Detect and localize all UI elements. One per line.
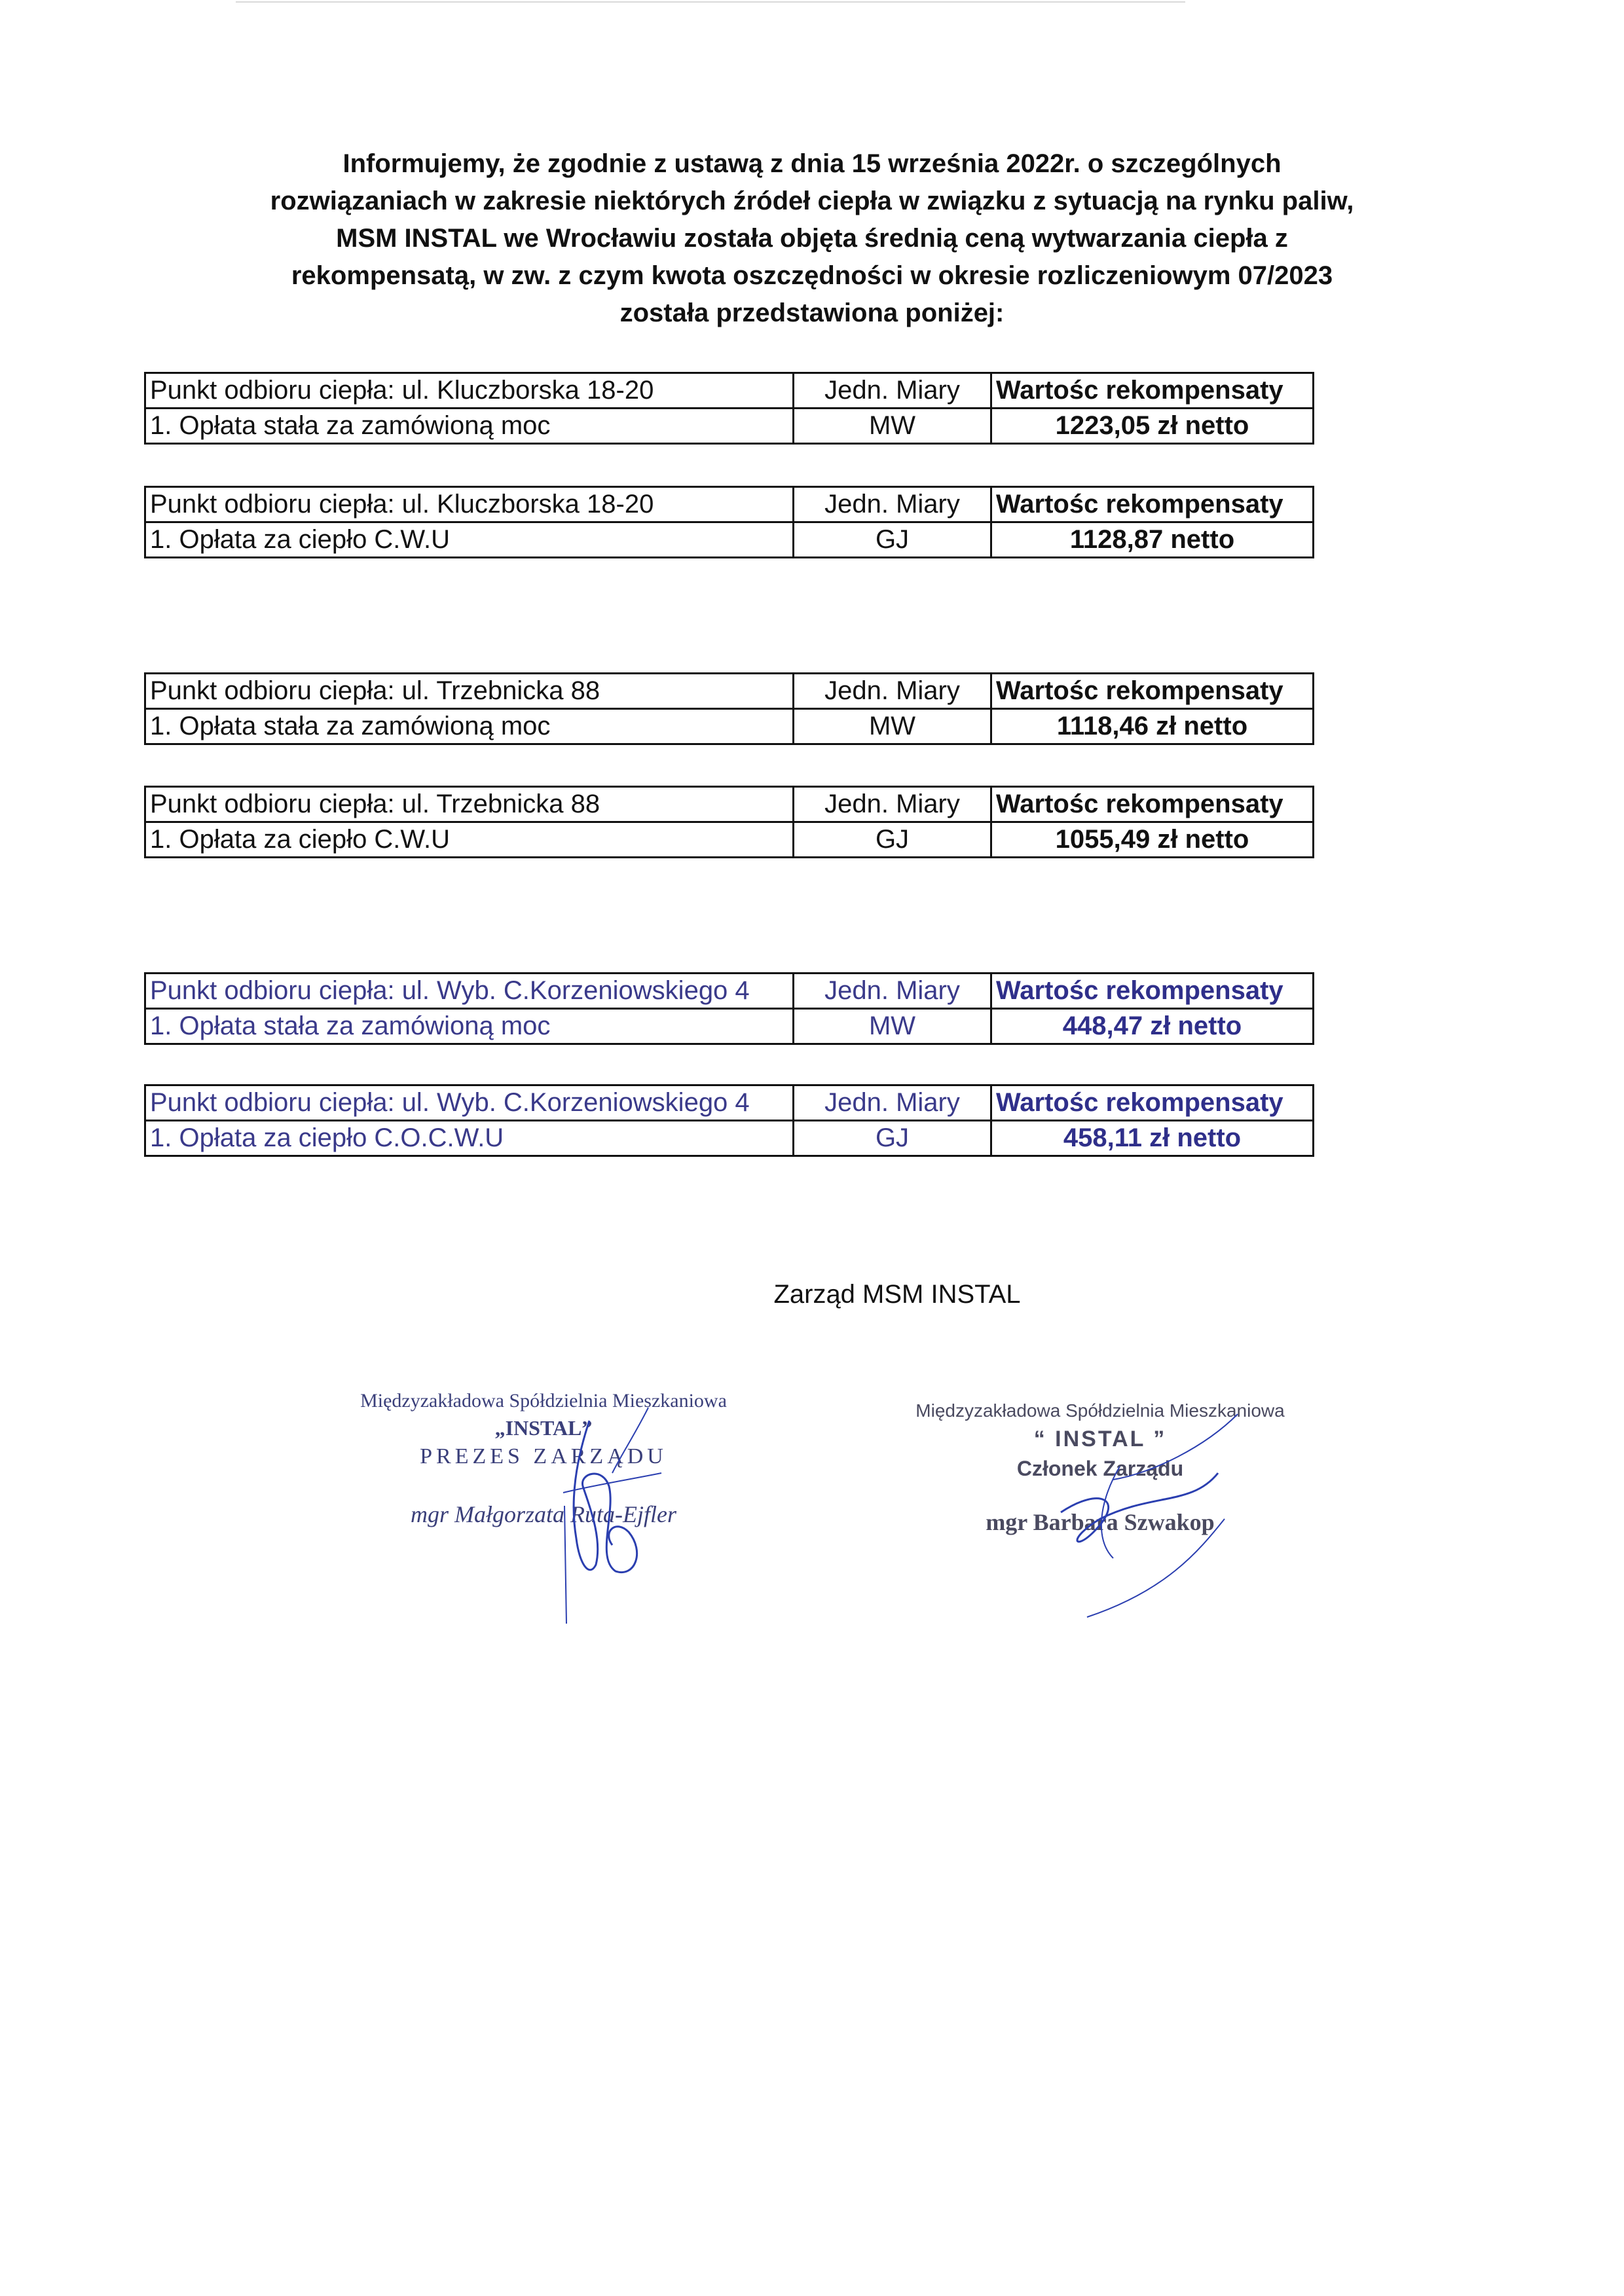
intro-paragraph	[118, 145, 1506, 332]
compensation-table-kluczborska-heat	[144, 486, 1314, 558]
table-header-row	[145, 674, 1314, 709]
intro-line: została przedstawiona poniżej:	[619, 299, 1005, 327]
table-row	[145, 522, 1314, 558]
unit-header-cell: Jedn. Miary	[794, 674, 991, 709]
compensation-table-trzebnicka-power	[144, 672, 1314, 745]
president-signature-image	[550, 1408, 681, 1624]
table-row	[145, 1009, 1314, 1044]
value-cell: 1128,87 netto	[991, 522, 1314, 558]
compensation-table-korzeniowskiego-power	[144, 972, 1314, 1045]
signature-stroke	[574, 1421, 637, 1573]
stamp-org: Międzyzakładowa Spółdzielnia Mieszkaniowa	[360, 1390, 727, 1412]
table-header-row	[145, 373, 1314, 409]
scan-edge-line	[236, 1, 1185, 3]
table-row	[145, 822, 1314, 858]
unit-cell: GJ	[794, 522, 991, 558]
fee-item-cell: 1. Opłata za ciepło C.W.U	[145, 822, 794, 858]
board-member-signature-image	[1022, 1408, 1270, 1624]
unit-cell: MW	[794, 409, 991, 444]
table-row	[145, 1121, 1314, 1156]
value-cell: 448,47 zł netto	[991, 1009, 1314, 1044]
value-header-cell: Wartośc rekompensaty	[991, 787, 1314, 822]
president-stamp	[341, 1388, 747, 1544]
heat-point-cell: Punkt odbioru ciepła: ul. Wyb. C.Korzeniowskiego 4	[145, 1085, 794, 1121]
unit-cell: GJ	[794, 1121, 991, 1156]
board-signoff: Zarząd MSM INSTAL	[773, 1280, 1021, 1309]
signature-stroke	[564, 1506, 566, 1624]
heat-point-cell: Punkt odbioru ciepła: ul. Trzebnicka 88	[145, 787, 794, 822]
table-header-row	[145, 487, 1314, 522]
value-header-cell: Wartośc rekompensaty	[991, 674, 1314, 709]
intro-line: rekompensatą, w zw. z czym kwota oszczędności w okresie rozliczeniowym 07/2023	[291, 261, 1333, 290]
heat-point-cell: Punkt odbioru ciepła: ul. Kluczborska 18-20	[145, 373, 794, 409]
fee-item-cell: 1. Opłata stała za zamówioną moc	[145, 1009, 794, 1044]
heat-point-cell: Punkt odbioru ciepła: ul. Wyb. C.Korzeniowskiego 4	[145, 974, 794, 1009]
stamp-role: PREZES ZARZĄDU	[420, 1444, 667, 1468]
unit-cell: MW	[794, 1009, 991, 1044]
table-header-row	[145, 1085, 1314, 1121]
intro-line: rozwiązaniach w zakresie niektórych źródeł ciepła w związku z sytuacją na rynku paliw,	[270, 187, 1354, 215]
unit-header-cell: Jedn. Miary	[794, 974, 991, 1009]
intro-line: Informujemy, że zgodnie z ustawą z dnia 15 września 2022r. o szczególnych	[342, 149, 1282, 178]
fee-item-cell: 1. Opłata za ciepło C.O.C.W.U	[145, 1121, 794, 1156]
value-header-cell: Wartośc rekompensaty	[991, 974, 1314, 1009]
table-header-row	[145, 974, 1314, 1009]
compensation-table-trzebnicka-heat	[144, 786, 1314, 858]
stamp-person: mgr Barbara Szwakop	[986, 1509, 1215, 1535]
unit-header-cell: Jedn. Miary	[794, 1085, 991, 1121]
intro-line: MSM INSTAL we Wrocławiu została objęta średnią ceną wytwarzania ciepła z	[336, 224, 1288, 253]
unit-header-cell: Jedn. Miary	[794, 487, 991, 522]
table-row	[145, 709, 1314, 744]
value-cell: 1118,46 zł netto	[991, 709, 1314, 744]
signature-stroke	[1087, 1519, 1225, 1617]
stamp-name: „INSTAL”	[494, 1416, 593, 1440]
signature-stroke	[563, 1473, 661, 1493]
signature-stroke	[612, 1408, 648, 1473]
stamp-name: “ INSTAL ”	[1033, 1427, 1167, 1451]
table-header-row	[145, 787, 1314, 822]
table-row	[145, 409, 1314, 444]
signature-stroke	[1113, 1414, 1238, 1480]
value-header-cell: Wartośc rekompensaty	[991, 373, 1314, 409]
stamp-person: mgr Małgorzata Ruta-Ejfler	[411, 1501, 676, 1527]
unit-header-cell: Jedn. Miary	[794, 373, 991, 409]
fee-item-cell: 1. Opłata stała za zamówioną moc	[145, 709, 794, 744]
compensation-table-kluczborska-power	[144, 372, 1314, 445]
fee-item-cell: 1. Opłata stała za zamówioną moc	[145, 409, 794, 444]
stamp-role: Członek Zarządu	[1016, 1457, 1184, 1480]
compensation-table-korzeniowskiego-heat	[144, 1084, 1314, 1157]
value-cell: 458,11 zł netto	[991, 1121, 1314, 1156]
unit-cell: MW	[794, 709, 991, 744]
value-header-cell: Wartośc rekompensaty	[991, 487, 1314, 522]
unit-cell: GJ	[794, 822, 991, 858]
heat-point-cell: Punkt odbioru ciepła: ul. Kluczborska 18-20	[145, 487, 794, 522]
stamp-org: Międzyzakładowa Spółdzielnia Mieszkaniowa	[915, 1400, 1285, 1421]
value-cell: 1223,05 zł netto	[991, 409, 1314, 444]
fee-item-cell: 1. Opłata za ciepło C.W.U	[145, 522, 794, 558]
unit-header-cell: Jedn. Miary	[794, 787, 991, 822]
value-header-cell: Wartośc rekompensaty	[991, 1085, 1314, 1121]
value-cell: 1055,49 zł netto	[991, 822, 1314, 858]
heat-point-cell: Punkt odbioru ciepła: ul. Trzebnicka 88	[145, 674, 794, 709]
signature-stroke	[1061, 1473, 1218, 1542]
